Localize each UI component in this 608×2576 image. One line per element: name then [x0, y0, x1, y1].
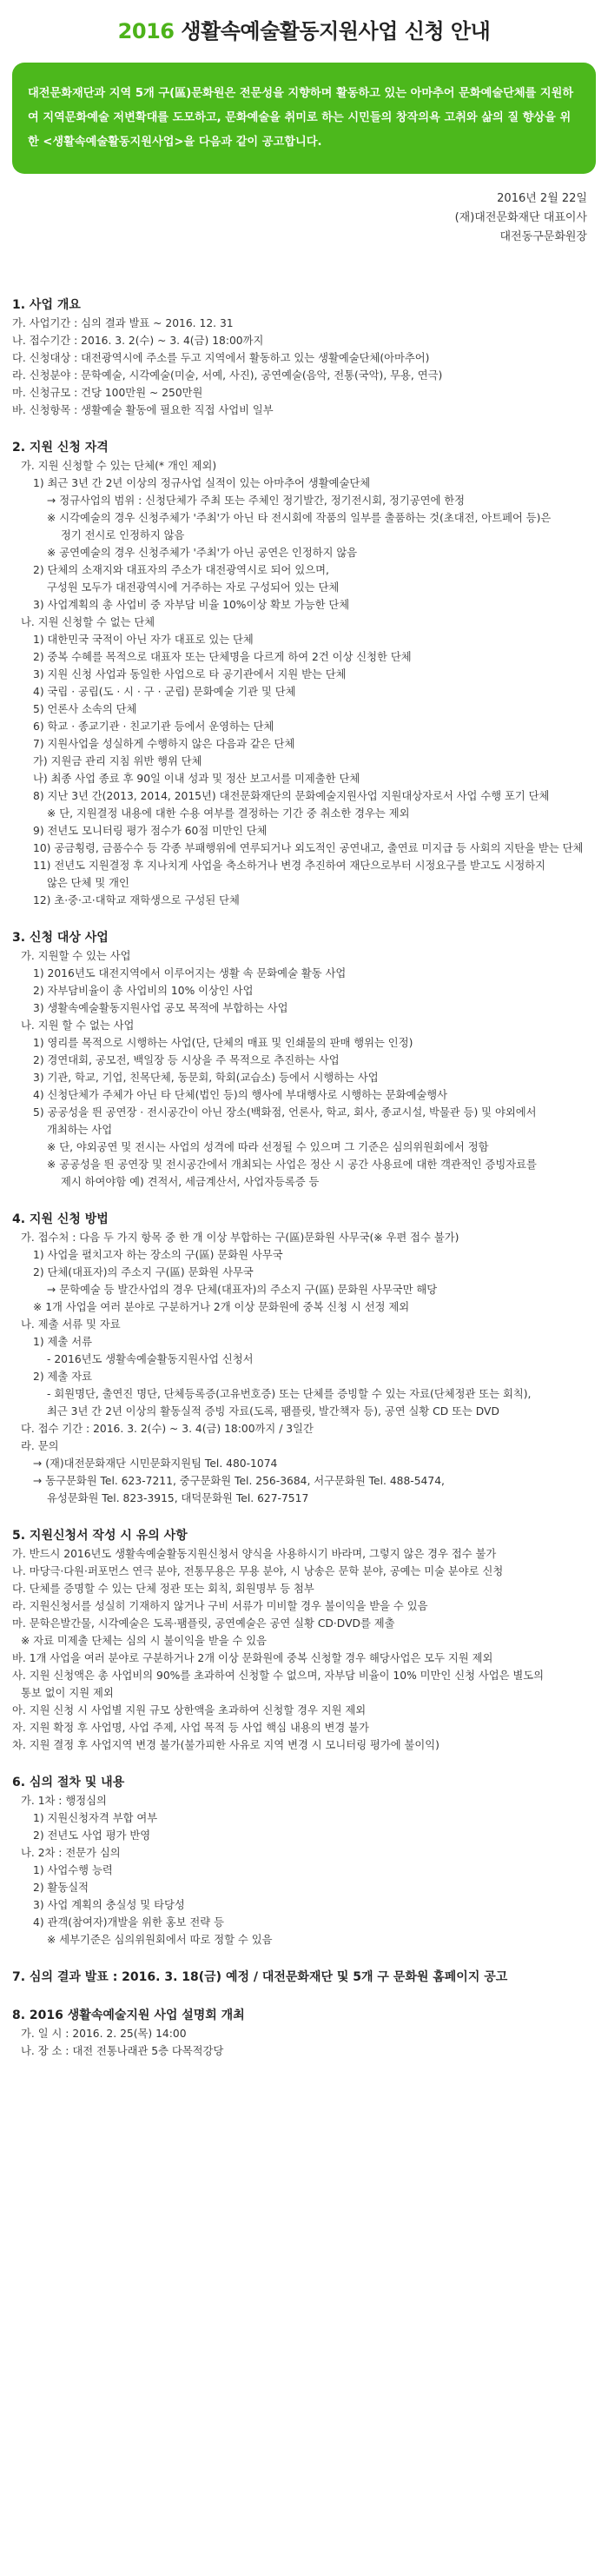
section-line: 라. 신청분야 : 문학예술, 시각예술(미술, 서예, 사진), 공연예술(음악, 전통(국악), 무용, 연극) — [12, 369, 443, 382]
section-line: 8) 지난 3년 간(2013, 2014, 2015년) 대전문화재단의 문화예술지원사업 지원대상자로서 사업 수행 포기 단체 — [33, 790, 550, 802]
section-title: 2. 지원 신청 자격 — [12, 441, 109, 455]
section-line: 3) 기관, 학교, 기업, 친목단체, 동문회, 학회(교습소) 등에서 시행하는 사업 — [33, 1072, 379, 1084]
signature-block — [0, 174, 608, 247]
section-line: 2) 자부담비율이 총 사업비의 10% 이상인 사업 — [33, 985, 254, 997]
title-year: 2016 — [117, 19, 175, 43]
section-line: → 문학예술 등 발간사업의 경우 단체(대표자)의 주소지 구(區) 문화원 사무국만 해당 — [47, 1284, 438, 1296]
section-line: ※ 공공성을 띈 공연장 및 전시공간에서 개최되는 사업은 정산 시 공간 사용료에 대한 객관적인 증빙자료를 — [47, 1159, 537, 1171]
section-line: → 동구문화원 Tel. 623-7211, 중구문화원 Tel. 256-3684, 서구문화원 Tel. 488-5474, — [33, 1475, 445, 1487]
section-line: 1) 최근 3년 간 2년 이상의 정규사업 실적이 있는 아마추어 생활예술단체 — [33, 477, 371, 489]
section-line: 3) 사업 계획의 충실성 및 타당성 — [33, 1899, 185, 1911]
section-line: 가. 일 시 : 2016. 2. 25(목) 14:00 — [21, 2028, 187, 2040]
section-line: 가. 1차 : 행정심의 — [21, 1795, 107, 1807]
section-line: 유성문화원 Tel. 823-3915, 대덕문화원 Tel. 627-7517 — [47, 1492, 309, 1504]
section-line: 가. 지원 신청할 수 있는 단체(* 개인 제외) — [21, 460, 217, 472]
section-line: 정기 전시로 인정하지 않음 — [61, 529, 185, 541]
section-line: 나) 최종 사업 종료 후 90일 이내 성과 및 정산 보고서를 미제출한 단체 — [33, 773, 360, 785]
section-line: 3) 지원 신청 사업과 동일한 사업으로 타 공기관에서 지원 받는 단체 — [33, 668, 347, 681]
section-line: 2) 활동실적 — [33, 1882, 89, 1894]
section-line: 2) 단체의 소재지와 대표자의 주소가 대전광역시로 되어 있으며, — [33, 564, 329, 576]
section-line: 나. 지원 할 수 없는 사업 — [21, 1019, 135, 1032]
section-line: ※ 시각예술의 경우 신청주체가 '주최'가 아닌 타 전시회에 작품의 일부를 출품하는 것(초대전, 아트페어 등)은 — [47, 512, 552, 524]
section-line: 3) 생활속예술활동지원사업 공모 목적에 부합하는 사업 — [33, 1002, 288, 1014]
section-line: 1) 지원신청자격 부합 여부 — [33, 1812, 158, 1824]
notice-body — [12, 295, 596, 2060]
section-line: ※ 자료 미제출 단체는 심의 시 불이익을 받을 수 있음 — [21, 1635, 268, 1647]
section-line: 자. 지원 확정 후 사업명, 사업 주제, 사업 목적 등 사업 핵심 내용의 변경 불가 — [12, 1722, 369, 1734]
section-line: 9) 전년도 모니터링 평가 점수가 60점 미만인 단체 — [33, 825, 268, 837]
section-line: ※ 공연예술의 경우 신청주체가 '주최'가 아닌 공연은 인정하지 않음 — [47, 547, 358, 559]
section-line: 4) 신청단체가 주체가 아닌 타 단체(법인 등)의 행사에 부대행사로 시행하는 문화예술행사 — [33, 1089, 448, 1101]
section-line: 12) 초·중·고·대학교 재학생으로 구성된 단체 — [33, 894, 240, 906]
section-line: - 회원명단, 출연진 명단, 단체등록증(고유번호증) 또는 단체를 증빙할 수 있는 자료(단체정관 또는 회칙), — [47, 1388, 532, 1400]
section-line: ※ 1개 사업을 여러 분야로 구분하거나 2개 이상 문화원에 중복 신청 시 선정 제외 — [33, 1301, 410, 1313]
section-line: 1) 사업을 펼치고자 하는 장소의 구(區) 문화원 사무국 — [33, 1249, 283, 1261]
section-line: 가. 사업기간 : 심의 결과 발표 ~ 2016. 12. 31 — [12, 317, 234, 329]
section-line: 10) 공금횡령, 금품수수 등 각종 부패행위에 연루되거나 외도적인 공연내고, 출연료 미지급 등 사회의 지탄을 받는 단체 — [33, 842, 584, 854]
section-line: → (재)대전문화재단 시민문화지원팀 Tel. 480-1074 — [33, 1457, 278, 1470]
section-line: 나. 접수기간 : 2016. 3. 2(수) ~ 3. 4(금) 18:00까지 — [12, 335, 264, 347]
section-line: 1) 영리를 목적으로 시행하는 사업(단, 단체의 매표 및 인쇄물의 판매 행위는 인정) — [33, 1037, 413, 1049]
section-line: 5) 언론사 소속의 단체 — [33, 703, 137, 715]
title-text: 생활속예술활동지원사업 신청 안내 — [181, 19, 491, 43]
section-line: ※ 세부기준은 심의위원회에서 따로 정할 수 있음 — [47, 1934, 273, 1946]
section-title: 8. 2016 생활속예술지원 사업 설명회 개최 — [12, 2008, 245, 2022]
section-line: 개최하는 사업 — [47, 1124, 113, 1136]
section-title: 1. 사업 개요 — [12, 298, 81, 312]
section-line: 통보 없이 지원 제외 — [21, 1687, 114, 1699]
section-line: 다. 신청대상 : 대전광역시에 주소를 두고 지역에서 활동하고 있는 생활예술단체(아마추어) — [12, 352, 430, 364]
intro-box: 대전문화재단과 지역 5개 구(區)문화원은 전문성을 지향하며 활동하고 있는 아마추어 문화예술단체를 지원하여 지역문화예술 저변확대를 도모하고, 문화예술을 취미로 하는 시민들의 창작의욕 고취와 삶의 질 향상을 위한 <생활속예술활동지원사업>을 다음과 같이 공고합니다. — [12, 63, 596, 174]
section-line: 1) 사업수행 능력 — [33, 1864, 113, 1876]
section-line: 마. 신청규모 : 건당 100만원 ~ 250만원 — [12, 387, 203, 399]
section-line: 사. 지원 신청액은 총 사업비의 90%를 초과하여 신청할 수 없으며, 자부담 비율이 10% 미만인 신청 사업은 별도의 — [12, 1670, 545, 1682]
signer-foundation: (재)대전문화재단 대표이사 — [454, 211, 587, 224]
section-line: 5) 공공성을 띈 공연장 · 전시공간이 아닌 장소(백화점, 언론사, 학교, 회사, 종교시설, 박물관 등) 및 야외에서 — [33, 1106, 537, 1119]
section-line: 1) 제출 서류 — [33, 1336, 92, 1348]
section-line: 다. 단체를 증명할 수 있는 단체 정관 또는 회칙, 회원명부 등 첨부 — [12, 1583, 314, 1595]
section-title: 4. 지원 신청 방법 — [12, 1212, 109, 1226]
section-line: 4) 국립 · 공립(도 · 시 · 구 · 군립) 문화예술 기관 및 단체 — [33, 686, 296, 698]
section-line: 구성원 모두가 대전광역시에 거주하는 자로 구성되어 있는 단체 — [47, 581, 340, 594]
section-line: 6) 학교 · 종교기관 · 친교기관 등에서 운영하는 단체 — [33, 720, 274, 733]
section-line: 가) 지원금 관리 지침 위반 행위 단체 — [33, 755, 202, 767]
section-line: 바. 신청항목 : 생활예술 활동에 필요한 직접 사업비 일부 — [12, 404, 274, 416]
page-title — [0, 14, 608, 44]
section-title: 6. 심의 절차 및 내용 — [12, 1776, 125, 1789]
section-line: 않은 단체 및 개인 — [47, 877, 129, 889]
section-line: ※ 단, 야외공연 및 전시는 사업의 성격에 따라 선정될 수 있으며 그 기준은 심의위원회에서 정함 — [47, 1141, 489, 1153]
section-line: 최근 3년 간 2년 이상의 활동실적 증빙 자료(도록, 팸플릿, 발간책자 등), 공연 실황 CD 또는 DVD — [47, 1405, 499, 1417]
section-line: 나. 장 소 : 대전 전통나래관 5층 다목적강당 — [21, 2045, 224, 2057]
section-title: 7. 심의 결과 발표 : 2016. 3. 18(금) 예정 / 대전문화재단 및 5개 구 문화원 홈페이지 공고 — [12, 1970, 508, 1984]
section-line: 다. 접수 기간 : 2016. 3. 2(수) ~ 3. 4(금) 18:00까지 / 3일간 — [21, 1423, 314, 1435]
signer-culture-center: 대전동구문화원장 — [499, 230, 587, 243]
page-header — [0, 0, 608, 49]
section-line: ※ 단, 지원결정 내용에 대한 수용 여부를 결정하는 기간 중 취소한 경우는 제외 — [47, 807, 410, 820]
section-line: 7) 지원사업을 성실하게 수행하지 않은 다음과 같은 단체 — [33, 738, 295, 750]
section-line: 2) 단체(대표자)의 주소지 구(區) 문화원 사무국 — [33, 1266, 254, 1278]
section-line: 4) 관객(참여자)개발을 위한 홍보 전략 등 — [33, 1916, 224, 1929]
section-line: 라. 문의 — [21, 1440, 59, 1452]
section-title: 5. 지원신청서 작성 시 유의 사항 — [12, 1529, 188, 1543]
section-line: 나. 마당극·다원·퍼포먼스 연극 분야, 전통무용은 무용 분야, 시 낭송은 문학 분야, 공예는 미술 분야로 신청 — [12, 1565, 504, 1577]
section-line: 2) 제출 자료 — [33, 1371, 92, 1383]
section-line: 가. 접수처 : 다음 두 가지 항목 중 한 개 이상 부합하는 구(區)문화원 사무국(※ 우편 접수 불가) — [21, 1232, 459, 1244]
section-line: 가. 반드시 2016년도 생활속예술활동지원신청서 양식을 사용하시기 바라며, 그렇지 않은 경우 접수 불가 — [12, 1548, 497, 1560]
section-line: 가. 지원할 수 있는 사업 — [21, 950, 131, 962]
section-line: 바. 1개 사업을 여러 분야로 구분하거나 2개 이상 문화원에 중복 신청할 경우 해당사업은 모두 지원 제외 — [12, 1652, 493, 1664]
section-line: 아. 지원 신청 시 사업별 지원 규모 상한액을 초과하여 신청할 경우 지원 제외 — [12, 1704, 367, 1716]
section-line: 마. 문학은발간물, 시각예술은 도록·팸플릿, 공연예술은 공연 실황 CD·DVD를 제출 — [12, 1617, 395, 1630]
section-line: 3) 사업계획의 총 사업비 중 자부담 비율 10%이상 확보 가능한 단체 — [33, 599, 350, 611]
section-line: 11) 전년도 지원결정 후 지나치게 사업을 축소하거나 변경 추진하여 재단으로부터 시정요구를 받고도 시정하지 — [33, 860, 546, 872]
section-line: → 정규사업의 범위 : 신청단체가 주최 또는 주체인 정기발간, 정기전시회, 정기공연에 한정 — [47, 495, 466, 507]
section-line: 라. 지원신청서를 성실히 기재하지 않거나 구비 서류가 미비할 경우 불이익을 받을 수 있음 — [12, 1600, 428, 1612]
section-line: 2) 경연대회, 공모전, 백일장 등 시상을 주 목적으로 추진하는 사업 — [33, 1054, 340, 1066]
section-line: 2) 전년도 사업 평가 반영 — [33, 1829, 151, 1842]
section-line: 제시 하여야함 예) 견적서, 세금계산서, 사업자등록증 등 — [61, 1176, 320, 1188]
section-line: 2) 중복 수혜를 목적으로 대표자 또는 단체명을 다르게 하여 2건 이상 신청한 단체 — [33, 651, 412, 663]
section-line: 1) 2016년도 대전지역에서 이루어지는 생활 속 문화예술 활동 사업 — [33, 967, 347, 979]
section-line: 나. 지원 신청할 수 없는 단체 — [21, 616, 155, 628]
section-line: - 2016년도 생활속예술활동지원사업 신청서 — [47, 1353, 254, 1365]
section-title: 3. 신청 대상 사업 — [12, 931, 109, 945]
section-line: 나. 제출 서류 및 자료 — [21, 1318, 121, 1331]
announce-date: 2016년 2월 22일 — [497, 192, 587, 205]
section-line: 1) 대한민국 국적이 아닌 자가 대표로 있는 단체 — [33, 634, 254, 646]
section-line: 나. 2차 : 전문가 심의 — [21, 1847, 121, 1859]
section-line: 차. 지원 결정 후 사업지역 변경 불가(불가피한 사유로 지역 변경 시 모니터링 평가에 불이익) — [12, 1739, 439, 1751]
